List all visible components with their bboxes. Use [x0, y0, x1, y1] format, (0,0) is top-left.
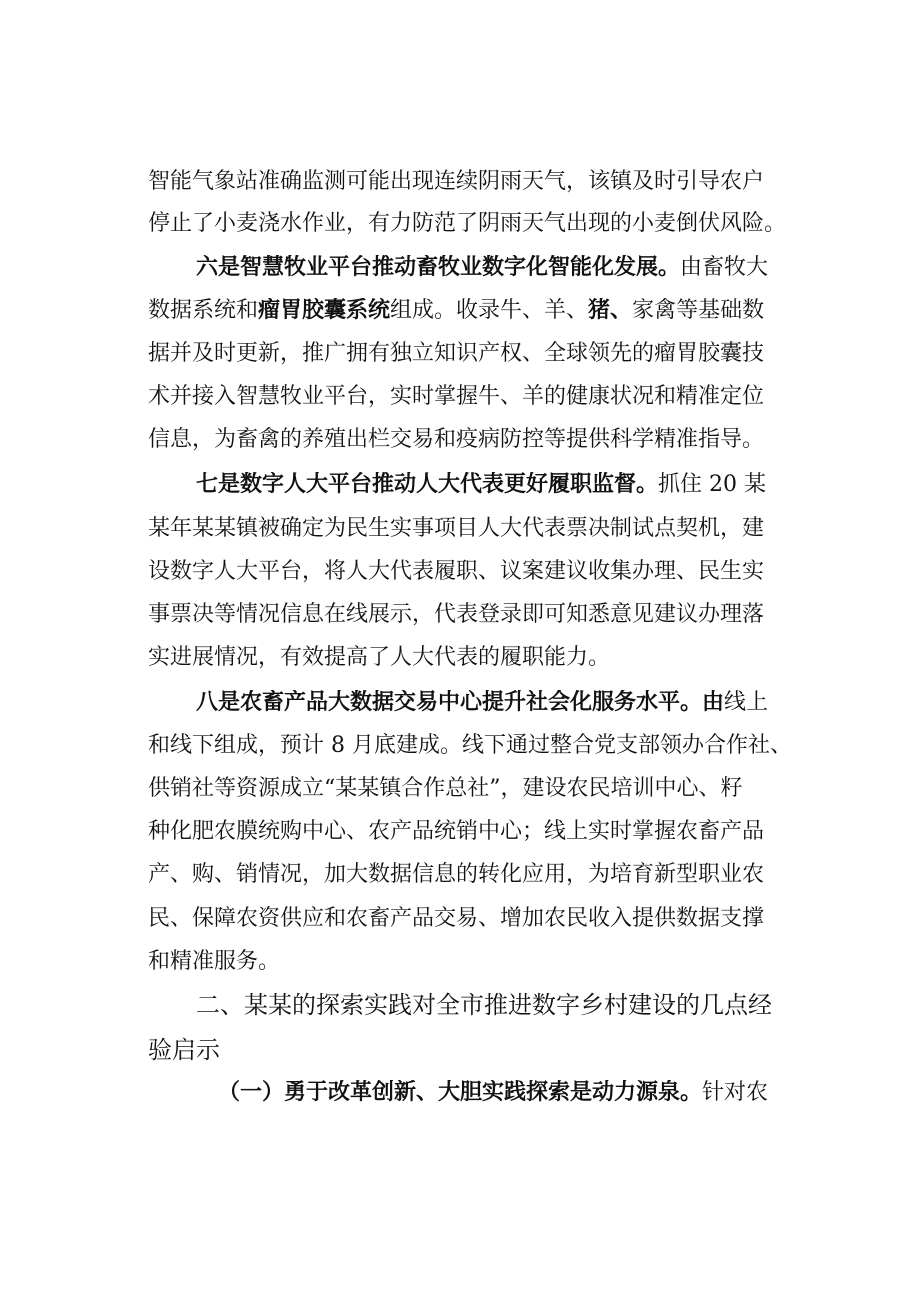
paragraph-4-line-5: 产、购、销情况，加大数据信息的转化应用，为培育新型职业农	[148, 862, 765, 887]
subsection-heading: （一）勇于改革创新、大胆实践探索是动力源泉。	[218, 1080, 703, 1105]
paragraph-4-line-3: 供销社等资源成立“某某镇合作总社”，建设农民培训中心、籽	[148, 776, 743, 801]
paragraph-2-lead: 六是智慧牧业平台推动畜牧业数字化智能化发展。	[196, 255, 681, 280]
paragraph-4-line-6: 民、保障农资供应和农畜产品交易、增加农民收入提供数据支撑	[148, 906, 765, 931]
paragraph-4-line-1	[196, 690, 808, 716]
subsection-rest: 针对农	[702, 1080, 769, 1105]
paragraph-4-line-4: 种化肥农膜统购中心、农产品统销中心；线上实时掌握农畜产品	[148, 819, 765, 844]
paragraph-2-line-2-b: 组成。收录牛、羊、	[390, 298, 589, 323]
paragraph-2-line-2	[148, 298, 808, 324]
paragraph-2-line-1	[196, 255, 808, 281]
paragraph-3-line-1	[196, 472, 808, 498]
section-heading-line-2: 验启示	[148, 1036, 220, 1064]
paragraph-3-lead: 七是数字人大平台推动人大代表更好履职监督。	[196, 472, 659, 497]
paragraph-4-line-7: 和精准服务。	[148, 949, 281, 974]
subsection-line-1	[218, 1080, 808, 1106]
paragraph-2-line-5: 信息，为畜禽的养殖出栏交易和疫病防控等提供科学精准指导。	[148, 427, 765, 452]
paragraph-3-line-3: 设数字人大平台，将人大代表履职、议案建议收集办理、民生实	[148, 559, 765, 584]
paragraph-4-line-2: 和线下组成，预计 8 月底建成。线下通过整合党支部领办合作社、	[148, 733, 792, 758]
paragraph-2-bold-term: 瘤胃胶囊系统	[258, 298, 391, 323]
paragraph-2-line-2-a: 数据系统和	[148, 298, 259, 323]
section-heading-line-1: 二、某某的探索实践对全市推进数字乡村建设的几点经	[196, 991, 772, 1019]
paragraph-2-bold-term-2: 猪、	[588, 298, 633, 323]
paragraph-1-line-1: 智能气象站准确监测可能出现连续阴雨天气，该镇及时引导农户	[148, 169, 765, 194]
paragraph-3-line-4: 事票决等情况信息在线展示，代表登录即可知悉意见建议办理落	[148, 602, 765, 627]
paragraph-4-lead: 八是农畜产品大数据交易中心提升社会化服务水平。由	[196, 690, 725, 715]
paragraph-3-line-1-rest: 抓住 20 某	[658, 472, 766, 497]
paragraph-2-line-2-c: 家禽等基础数	[632, 298, 765, 323]
paragraph-2-line-1-rest: 由畜牧大	[680, 255, 769, 280]
paragraph-2-line-4: 术并接入智慧牧业平台，实时掌握牛、羊的健康状况和精准定位	[148, 384, 765, 409]
paragraph-2-line-3: 据并及时更新，推广拥有独立知识产权、全球领先的瘤胃胶囊技	[148, 341, 765, 366]
paragraph-3-line-5: 实进展情况，有效提高了人大代表的履职能力。	[148, 645, 611, 670]
paragraph-1-line-2: 停止了小麦浇水作业，有力防范了阴雨天气出现的小麦倒伏风险。	[148, 211, 787, 236]
paragraph-3-line-2: 某年某某镇被确定为民生实事项目人大代表票决制试点契机，建	[148, 516, 765, 541]
paragraph-4-line-1-rest: 线上	[724, 690, 769, 715]
